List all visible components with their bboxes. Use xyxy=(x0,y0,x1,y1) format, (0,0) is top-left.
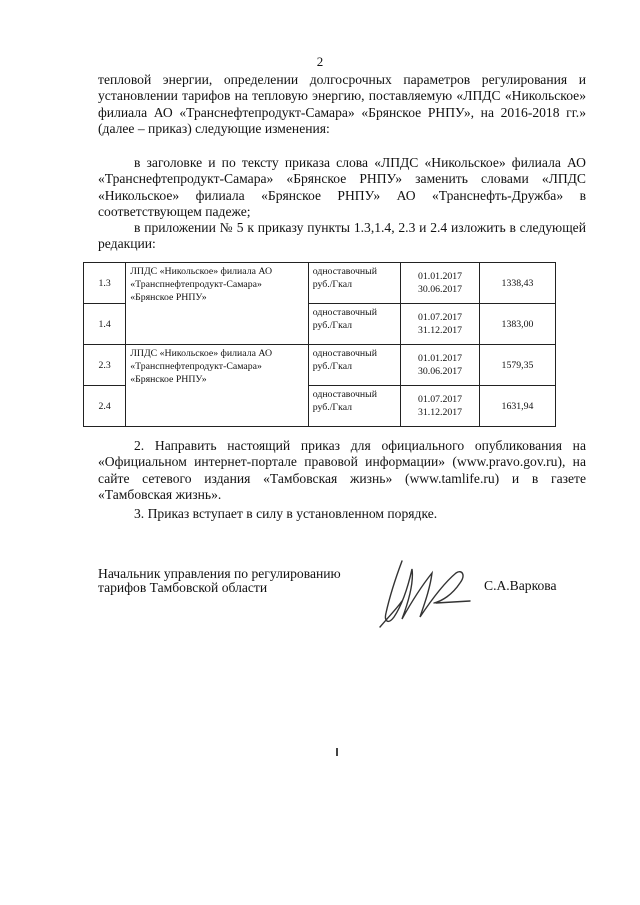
row-number: 2.3 xyxy=(84,345,126,386)
row-number: 2.4 xyxy=(84,386,126,427)
date-from: 01.01.2017 xyxy=(417,353,463,364)
tariff-unit: одноставочный руб./Гкал xyxy=(308,386,400,427)
period xyxy=(401,304,480,345)
signatory-position xyxy=(98,567,341,595)
title-replace-paragraph: в заголовке и по тексту приказа слова «ЛПДС «Никольское» филиала АО «Транснефтепродукт-Самара» «Брянское РНПУ» заменить словами «ЛПДС «Никольское» филиала «Брянское РНПУ» АО «Транснефть-Дружба» в соответствующем падеже; xyxy=(98,155,586,220)
date-to: 31.12.2017 xyxy=(417,407,463,418)
period xyxy=(401,263,480,304)
table-row xyxy=(84,263,556,304)
period xyxy=(401,345,480,386)
position-line-1: Начальник управления по регулированию xyxy=(98,566,341,581)
period xyxy=(401,386,480,427)
position-line-2: тарифов Тамбовской области xyxy=(98,580,268,595)
tariff-table xyxy=(83,262,556,427)
scan-mark xyxy=(336,748,338,756)
tariff-value: 1383,00 xyxy=(479,304,555,345)
point-3-paragraph: 3. Приказ вступает в силу в установленном порядке. xyxy=(134,506,438,521)
appendix-paragraph: в приложении № 5 к приказу пункты 1.3,1.4, 2.3 и 2.4 изложить в следующей редакции: xyxy=(98,220,586,252)
tariff-unit: одноставочный руб./Гкал xyxy=(308,263,400,304)
tariff-value: 1579,35 xyxy=(479,345,555,386)
organization-name: ЛПДС «Никольское» филиала АО «Транспнефтепродукт-Самара» «Брянское РНПУ» xyxy=(126,263,308,345)
row-number: 1.3 xyxy=(84,263,126,304)
intro-paragraph: тепловой энергии, определении долгосрочных параметров регулирования и установлении тарифов на тепловую энергию, поставляемую «ЛПДС «Никольское» филиала АО «Транснефтепродукт-Самара» «Брянское РНПУ», на 2016-2018 гг.» (далее – приказ) следующие изменения: xyxy=(98,72,586,137)
tariff-unit: одноставочный руб./Гкал xyxy=(308,345,400,386)
date-to: 31.12.2017 xyxy=(417,325,463,336)
handwritten-signature xyxy=(372,543,482,633)
table-row xyxy=(84,345,556,386)
row-number: 1.4 xyxy=(84,304,126,345)
date-from: 01.01.2017 xyxy=(417,271,463,282)
date-to: 30.06.2017 xyxy=(417,284,463,295)
organization-name: ЛПДС «Никольское» филиала АО «Транспнефтепродукт-Самара» «Брянское РНПУ» xyxy=(126,345,308,427)
tariff-value: 1338,43 xyxy=(479,263,555,304)
page-number: 2 xyxy=(316,54,324,69)
point-2-paragraph: 2. Направить настоящий приказ для официального опубликования на «Официальном интернет-портале правовой информации» (www.pravo.gov.ru), на сайте сетевого издания «Тамбовская жизнь» (www.tamlife.ru) и в газете «Тамбовская жизнь». xyxy=(98,438,586,503)
date-from: 01.07.2017 xyxy=(417,312,463,323)
tariff-unit: одноставочный руб./Гкал xyxy=(308,304,400,345)
date-from: 01.07.2017 xyxy=(417,394,463,405)
date-to: 30.06.2017 xyxy=(417,366,463,377)
signatory-name: С.А.Варкова xyxy=(484,578,557,593)
tariff-value: 1631,94 xyxy=(479,386,555,427)
